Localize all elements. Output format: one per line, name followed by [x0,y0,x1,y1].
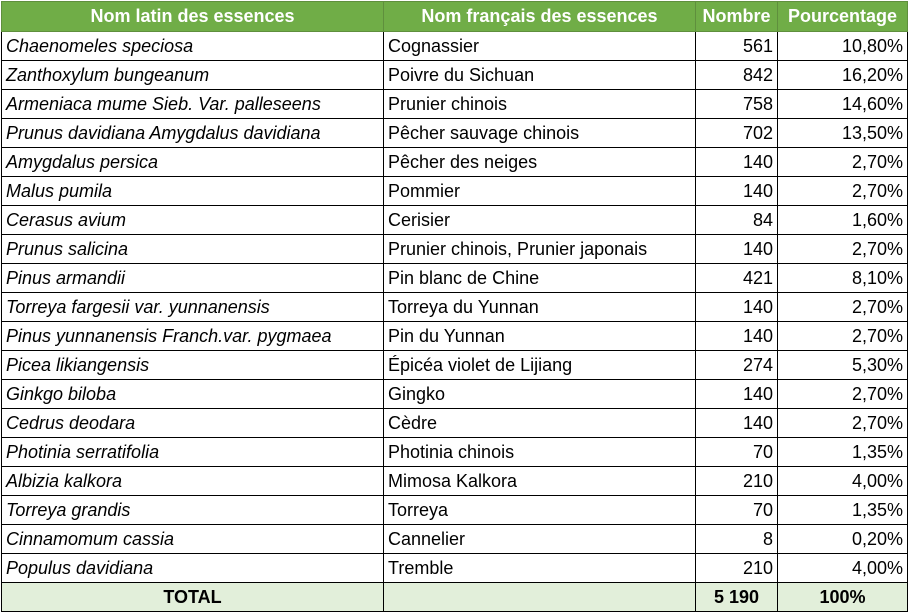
percent-cell: 10,80% [778,32,908,61]
french-name-cell: Cannelier [384,525,696,554]
total-percent: 100% [778,583,908,612]
table-row [2,351,908,380]
count-cell: 140 [696,293,778,322]
french-name-cell: Gingko [384,380,696,409]
percent-cell: 1,35% [778,496,908,525]
species-table [1,1,908,612]
latin-name-cell: Zanthoxylum bungeanum [2,61,384,90]
count-cell: 758 [696,90,778,119]
percent-cell: 13,50% [778,119,908,148]
percent-cell: 2,70% [778,177,908,206]
latin-name-cell: Amygdalus persica [2,148,384,177]
table-row [2,264,908,293]
latin-name-cell: Prunus salicina [2,235,384,264]
count-cell: 140 [696,235,778,264]
table-row [2,438,908,467]
table-row [2,61,908,90]
percent-cell: 2,70% [778,380,908,409]
french-name-cell: Torreya [384,496,696,525]
percent-cell: 4,00% [778,467,908,496]
french-name-cell: Épicéa violet de Lijiang [384,351,696,380]
percent-cell: 1,35% [778,438,908,467]
table-row [2,496,908,525]
table-row [2,119,908,148]
count-cell: 210 [696,467,778,496]
table-body [2,32,908,583]
latin-name-cell: Ginkgo biloba [2,380,384,409]
latin-name-cell: Chaenomeles speciosa [2,32,384,61]
count-cell: 84 [696,206,778,235]
count-cell: 140 [696,148,778,177]
table-row [2,409,908,438]
table-row [2,148,908,177]
percent-cell: 2,70% [778,293,908,322]
percent-cell: 2,70% [778,322,908,351]
percent-cell: 5,30% [778,351,908,380]
french-name-cell: Photinia chinois [384,438,696,467]
latin-name-cell: Cerasus avium [2,206,384,235]
french-name-cell: Prunier chinois [384,90,696,119]
count-cell: 70 [696,438,778,467]
french-name-cell: Pêcher des neiges [384,148,696,177]
latin-name-cell: Armeniaca mume Sieb. Var. palleseens [2,90,384,119]
table-row [2,380,908,409]
french-name-cell: Cèdre [384,409,696,438]
latin-name-cell: Pinus armandii [2,264,384,293]
count-cell: 702 [696,119,778,148]
latin-name-cell: Picea likiangensis [2,351,384,380]
total-row [2,583,908,612]
french-name-cell: Torreya du Yunnan [384,293,696,322]
count-cell: 140 [696,322,778,351]
table-row [2,554,908,583]
count-cell: 421 [696,264,778,293]
latin-name-cell: Torreya grandis [2,496,384,525]
table-row [2,177,908,206]
count-cell: 140 [696,380,778,409]
latin-name-cell: Albizia kalkora [2,467,384,496]
latin-name-cell: Prunus davidiana Amygdalus davidiana [2,119,384,148]
french-name-cell: Pommier [384,177,696,206]
table-row [2,206,908,235]
header-percent: Pourcentage [778,2,908,32]
percent-cell: 0,20% [778,525,908,554]
count-cell: 8 [696,525,778,554]
french-name-cell: Pin blanc de Chine [384,264,696,293]
count-cell: 140 [696,409,778,438]
header-latin-name: Nom latin des essences [2,2,384,32]
percent-cell: 8,10% [778,264,908,293]
table-row [2,32,908,61]
table-row [2,322,908,351]
latin-name-cell: Photinia serratifolia [2,438,384,467]
table-row [2,467,908,496]
percent-cell: 16,20% [778,61,908,90]
french-name-cell: Prunier chinois, Prunier japonais [384,235,696,264]
table-row [2,90,908,119]
header-row [2,2,908,32]
table-row [2,293,908,322]
percent-cell: 2,70% [778,148,908,177]
french-name-cell: Mimosa Kalkora [384,467,696,496]
count-cell: 842 [696,61,778,90]
count-cell: 210 [696,554,778,583]
latin-name-cell: Cedrus deodara [2,409,384,438]
header-count: Nombre [696,2,778,32]
french-name-cell: Pin du Yunnan [384,322,696,351]
count-cell: 70 [696,496,778,525]
table-row [2,525,908,554]
total-empty-cell [384,583,696,612]
latin-name-cell: Pinus yunnanensis Franch.var. pygmaea [2,322,384,351]
french-name-cell: Poivre du Sichuan [384,61,696,90]
french-name-cell: Cognassier [384,32,696,61]
count-cell: 274 [696,351,778,380]
table-row [2,235,908,264]
percent-cell: 2,70% [778,235,908,264]
percent-cell: 1,60% [778,206,908,235]
latin-name-cell: Populus davidiana [2,554,384,583]
percent-cell: 4,00% [778,554,908,583]
percent-cell: 14,60% [778,90,908,119]
french-name-cell: Pêcher sauvage chinois [384,119,696,148]
latin-name-cell: Torreya fargesii var. yunnanensis [2,293,384,322]
header-french-name: Nom français des essences [384,2,696,32]
count-cell: 561 [696,32,778,61]
french-name-cell: Tremble [384,554,696,583]
percent-cell: 2,70% [778,409,908,438]
count-cell: 140 [696,177,778,206]
latin-name-cell: Cinnamomum cassia [2,525,384,554]
french-name-cell: Cerisier [384,206,696,235]
latin-name-cell: Malus pumila [2,177,384,206]
total-label: TOTAL [2,583,384,612]
total-count: 5 190 [696,583,778,612]
